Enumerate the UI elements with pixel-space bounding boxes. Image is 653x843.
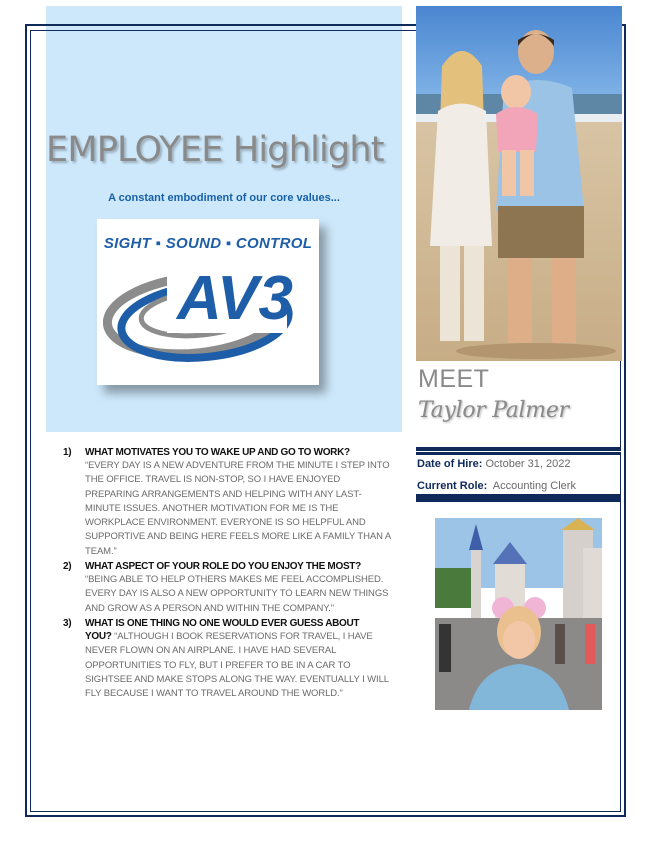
qa-item [63,560,393,616]
hire-date-value: October 31, 2022 [485,458,571,470]
qa-answer: “EVERY DAY IS A NEW ADVENTURE FROM THE MINUTE I STEP INTO THE OFFICE. TRAVEL IS NON-STOP, SO I HAVE ENJOYED PREPARING ARRANGEMENTS AND HELPING WITH ANY LAST-MINUTE ISSUES. ANOTHER MOTIVATION FOR ME IS THE WORKPLACE ENVIRONMENT. EVERYONE IS SO HELPFUL AND SUPPORTIVE AND BEING HERE FEELS MORE LIKE A FAMILY THAN A TEAM.” [85,460,391,557]
castle-photo [435,518,602,710]
family-photo [416,6,622,361]
qa-number: 1) [63,447,72,458]
logo-tagline: SIGHT ▪ SOUND ▪ CONTROL [103,235,313,252]
hire-date-label: Date of Hire: [417,458,483,470]
company-logo [97,219,319,385]
qa-number: 3) [63,617,72,629]
logo-mark-text: AV3 [177,264,294,333]
qa-answer: “BEING ABLE TO HELP OTHERS MAKES ME FEEL ACCOMPLISHED. EVERY DAY IS ALSO A NEW OPPORTUNITY TO LEARN NEW THINGS AND GROW AS A PERSON AND WITHIN THE COMPANY.” [85,574,389,614]
role-row [417,480,576,492]
meet-label: MEET [418,365,490,393]
hire-date-row [417,458,570,470]
role-label: Current Role: [417,480,488,492]
role-value: Accounting Clerk [492,480,576,492]
qa-item [63,617,393,701]
qa-number: 2) [63,561,72,573]
divider-bottom [416,494,621,502]
employee-name: Taylor Palmer [418,398,569,423]
qa-question: WHAT IS ONE THING NO ONE WOULD EVER GUESS ABOUT [85,617,360,629]
qa-question: WHAT ASPECT OF YOUR ROLE DO YOU ENJOY THE MOST? [85,561,361,573]
page-subtitle: A constant embodiment of our core values... [108,192,340,204]
qa-section [63,446,393,701]
qa-answer: “ALTHOUGH I BOOK RESERVATIONS FOR TRAVEL, I HAVE NEVER FLOWN ON AN AIRPLANE. I HAVE HAD SEVERAL OPPORTUNITIES TO FLY, BUT I PREFER TO BE IN A CAR TO SIGHTSEE AND MAKE STOPS ALONG THE WAY. EVENTUALLY I WILL FLY BECAUSE I WANT TO TRAVEL AROUND THE WORLD.” [85,630,389,700]
qa-question-cont: YOU? [85,630,112,642]
qa-item [63,446,393,559]
av3-logo-icon [103,257,313,381]
divider-top-highlight [416,451,621,452]
page-title: EMPLOYEE Highlight [46,130,384,170]
qa-question: WHAT MOTIVATES YOU TO WAKE UP AND GO TO WORK? [85,447,350,458]
